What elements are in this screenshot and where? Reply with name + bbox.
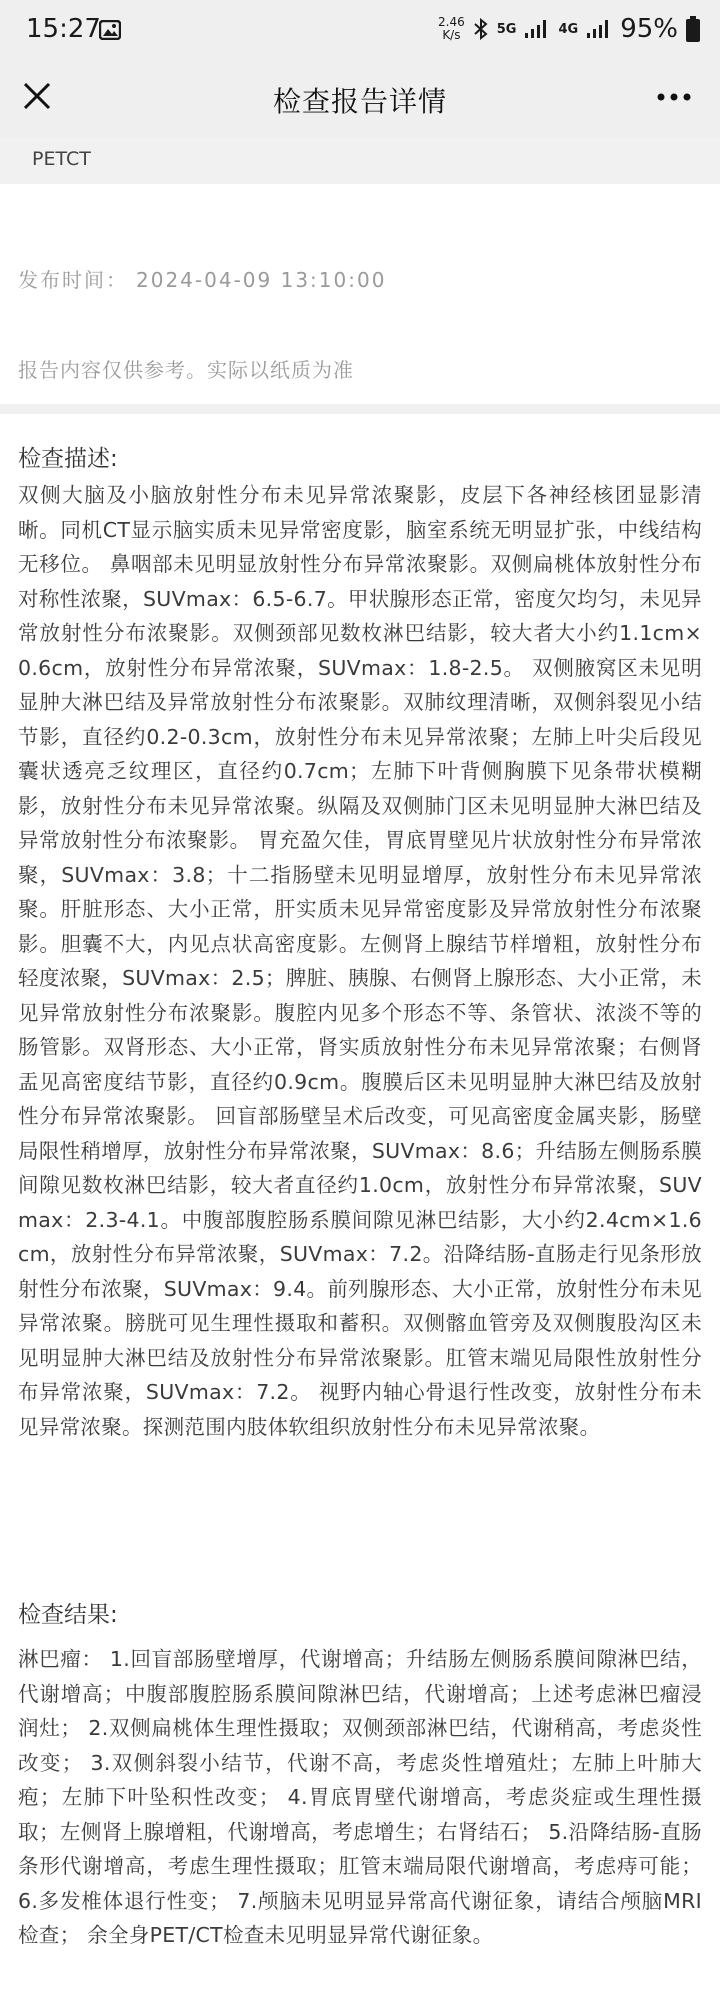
status-time: 15:27 bbox=[26, 14, 101, 44]
result-text: 淋巴瘤： 1.回盲部肠壁增厚，代谢增高；升结肠左侧肠系膜间隙淋巴结，代谢增高；中腹部腹腔肠系膜间隙淋巴结，代谢增高；上述考虑淋巴瘤浸润灶； 2.双侧扁桃体生理性摄取；双侧颈部淋巴结，代谢稍高，考虑炎性改变； 3.双侧斜裂小结节，代谢不高，考虑炎性增殖灶；左肺上叶肺大疱；左肺下叶坠积性改变； 4.胃底胃壁代谢增高，考虑炎症或生理性摄取；左侧肾上腺增粗，代谢增高，考虑增生；右肾结石； 5.沿降结肠-直肠条形代谢增高，考虑生理性摄取；肛管末端局限代谢增高，考虑痔可能； 6.多发椎体退行性变； 7.颅脑未见明显异常高代谢征象，请结合颅脑MRI检查； 余全身PET/CT检查未见明显异常代谢征象。 bbox=[18, 1647, 702, 1947]
disclaimer-text: 报告内容仅供参考。实际以纸质为准 bbox=[18, 358, 354, 382]
report-info bbox=[0, 184, 720, 404]
publish-time-row bbox=[18, 264, 386, 293]
description-text: 双侧大脑及小脑放射性分布未见异常浓聚影，皮层下各神经核团显影清晰。同机CT显示脑实质未见异常密度影，脑室系统无明显扩张，中线结构无移位。 鼻咽部未见明显放射性分布异常浓聚影。双侧扁桃体放射性分布对称性浓聚，SUVmax：6.5-6.7。甲状腺形态正常，密度欠均匀，未见异常放射性分布浓聚影。双侧颈部见数枚淋巴结影，较大者大小约1.1cm×0.6cm，放射性分布异常浓聚，SUVmax：1.8-2.5。 双侧腋窝区未见明显肿大淋巴结及异常放射性分布浓聚影。双肺纹理清晰，双侧斜裂见小结节影，直径约0.2-0.3cm，放射性分布未见异常浓聚；左肺上叶尖后段见囊状透亮乏纹理区，直径约0.7cm；左肺下叶背侧胸膜下见条带状模糊影，放射性分布未见异常浓聚。纵隔及双侧肺门区未见明显肿大淋巴结及异常放射性分布浓聚影。 胃充盈欠佳，胃底胃壁见片状放射性分布异常浓聚，SUVmax：3.8；十二指肠壁未见明显增厚，放射性分布未见异常浓聚。肝脏形态、大小正常，肝实质未见异常密度影及异常放射性分布浓聚影。胆囊不大，内见点状高密度影。左侧肾上腺结节样增粗，放射性分布轻度浓聚，SUVmax：2.5；脾脏、胰腺、右侧肾上腺形态、大小正常，未见异常放射性分布浓聚影。腹腔内见多个形态不等、条管状、浓淡不等的肠管影。双肾形态、大小正常，肾实质放射性分布未见异常浓聚；右侧肾盂见高密度结节影，直径约0.9cm。腹膜后区未见明显肿大淋巴结及放射性分布异常浓聚影。 回盲部肠壁呈术后改变，可见高密度金属夹影，肠壁局限性稍增厚，放射性分布异常浓聚，SUVmax：8.6；升结肠左侧肠系膜间隙见数枚淋巴结影，较大者直径约1.0cm，放射性分布异常浓聚，SUVmax：2.3-4.1。中腹部腹腔肠系膜间隙见淋巴结影，大小约2.4cm×1.6cm，放射性分布异常浓聚，SUVmax：7.2。沿降结肠-直肠走行见条形放射性分布浓聚，SUVmax：9.4。前列腺形态、大小正常，放射性分布未见异常浓聚。膀胱可见生理性摄取和蓄积。双侧髂血管旁及双侧腹股沟区未见明显肿大淋巴结及放射性分布异常浓聚影。肛管末端见局限性放射性分布异常浓聚，SUVmax：7.2。 视野内轴心骨退行性改变，放射性分布未见异常浓聚。探测范围内肢体软组织放射性分布未见异常浓聚。 bbox=[18, 483, 702, 1439]
network-speed-value: 2.46 bbox=[438, 15, 465, 29]
gallery-notification-icon bbox=[99, 20, 121, 40]
publish-time-value: 2024-04-09 13:10:00 bbox=[136, 268, 387, 292]
exam-category-bar bbox=[0, 138, 720, 184]
section-divider bbox=[0, 404, 720, 414]
status-icons bbox=[438, 14, 700, 44]
exam-type-label: PETCT bbox=[32, 148, 91, 170]
signal-strength-icon bbox=[586, 19, 612, 39]
more-options-icon[interactable] bbox=[656, 92, 692, 102]
bluetooth-icon bbox=[473, 18, 489, 40]
result-heading: 检查结果: bbox=[18, 1602, 118, 1628]
description-heading: 检查描述: bbox=[18, 446, 118, 472]
navigation-bar bbox=[0, 62, 720, 138]
battery-percentage: 95% bbox=[620, 14, 678, 44]
status-bar bbox=[0, 0, 720, 62]
page-title: 检查报告详情 bbox=[272, 85, 447, 118]
network-speed bbox=[438, 16, 465, 42]
signal-strength-icon bbox=[524, 19, 550, 39]
battery-icon bbox=[686, 16, 700, 42]
publish-time-label: 发布时间： bbox=[18, 268, 128, 292]
network-4g-label: 4G bbox=[558, 21, 579, 37]
network-speed-unit: K/s bbox=[442, 28, 461, 42]
network-5g-label: 5G bbox=[496, 21, 517, 37]
